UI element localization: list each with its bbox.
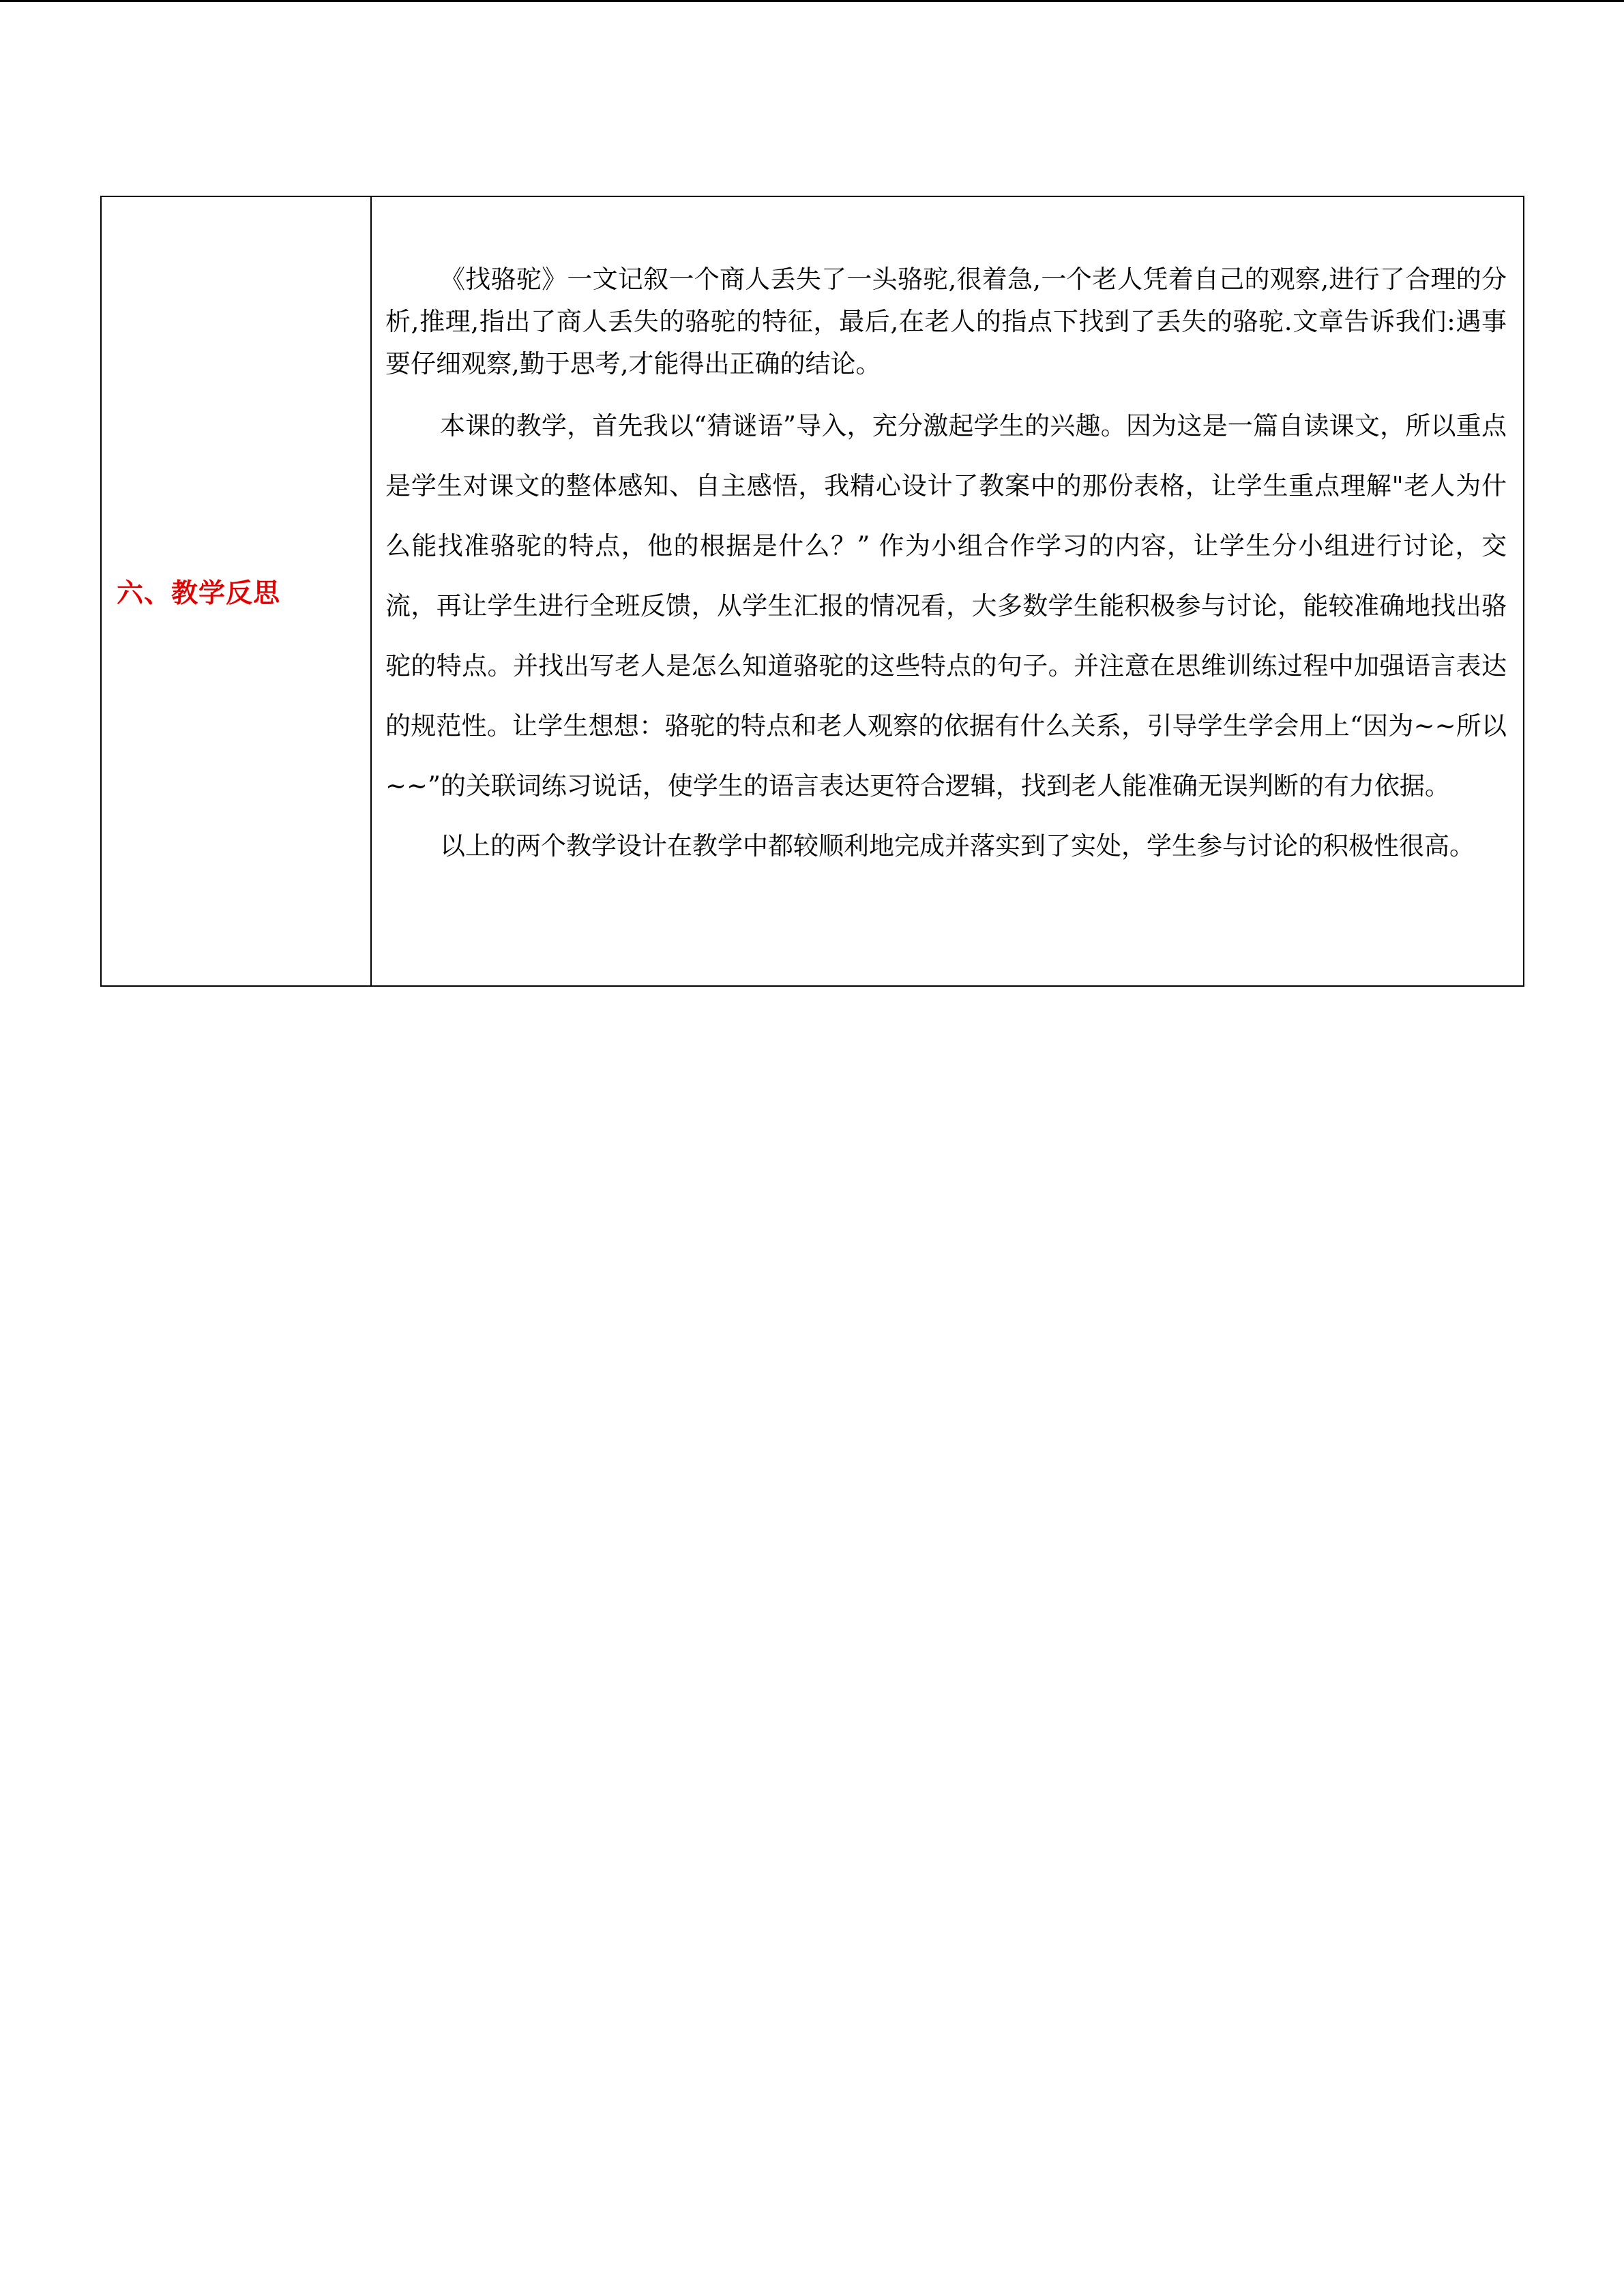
section-label: 六、教学反思 bbox=[117, 578, 281, 609]
reflection-content-cell bbox=[372, 197, 1523, 985]
reflection-paragraph-1: 《找骆驼》一文记叙一个商人丢失了一头骆驼,很着急,一个老人凭着自己的观察,进行了合理的分析,推理,指出了商人丢失的骆驼的特征，最后,在老人的指点下找到了丢失的骆驼.文章告诉我们:遇事要仔细观察,勤于思考,才能得出正确的结论。 bbox=[385, 265, 1507, 378]
reflection-paragraph-3: 以上的两个教学设计在教学中都较顺利地完成并落实到了实处，学生参与讨论的积极性很高。 bbox=[440, 831, 1475, 861]
page-top-border bbox=[0, 0, 1624, 2]
teaching-reflection-table bbox=[100, 196, 1524, 987]
reflection-paragraph-2: 本课的教学，首先我以“猜谜语”导入，充分激起学生的兴趣。因为这是一篇自读课文，所以重点是学生对课文的整体感知、自主感悟，我精心设计了教案中的那份表格，让学生重点理解"老人为什么能找准骆驼的特点，他的根据是什么？” 作为小组合作学习的内容，让学生分小组进行讨论，交流，再让学生进行全班反馈，从学生汇报的情况看，大多数学生能积极参与讨论，能较准确地找出骆驼的特点。并找出写老人是怎么知道骆驼的这些特点的句子。并注意在思维训练过程中加强语言表达的规范性。让学生想想：骆驼的特点和老人观察的依据有什么关系，引导学生学会用上“因为~~所以~~”的关联词练习说话，使学生的语言表达更符合逻辑，找到老人能准确无误判断的有力依据。 bbox=[385, 411, 1507, 801]
section-label-cell bbox=[102, 197, 372, 985]
